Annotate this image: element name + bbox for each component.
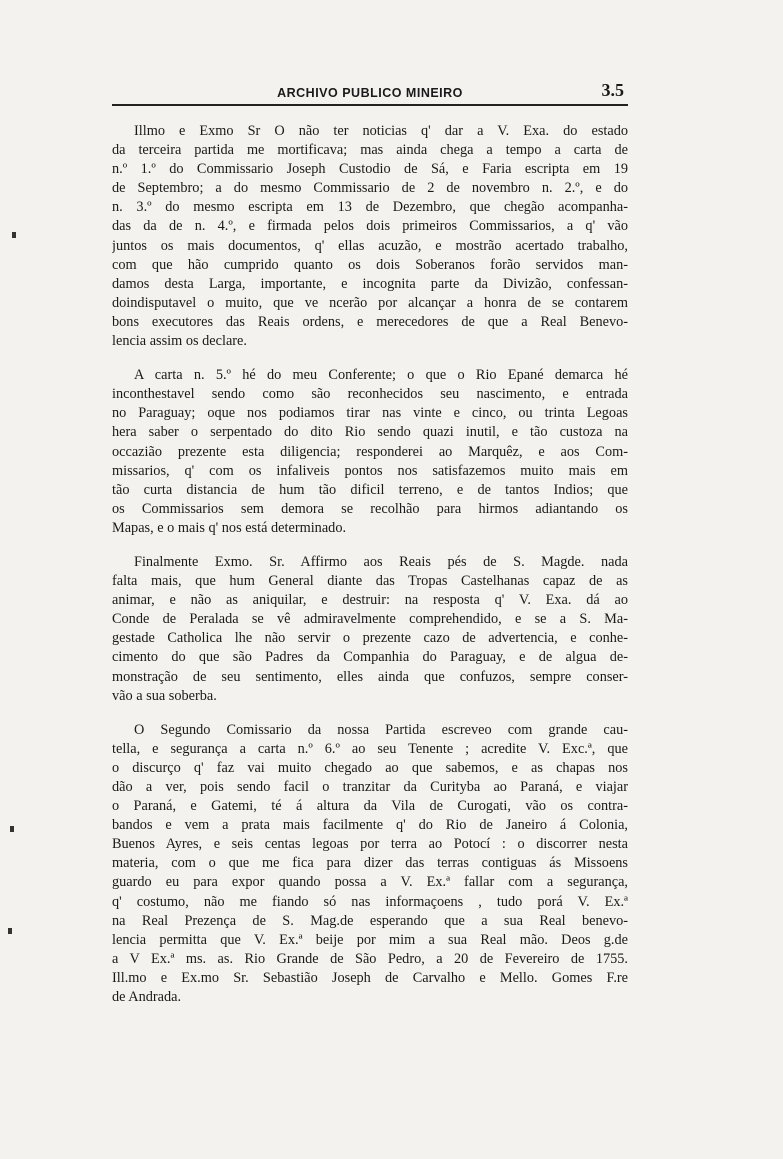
- text-line: O Segundo Comissario da nossa Partida escreveo com grande cau-: [134, 721, 628, 738]
- text-line: occazião prezente esta diligencia; responderei ao Marquêz, e aos Com-: [112, 443, 628, 460]
- text-line: damos desta Larga, importante, e incognita parte da Divizão, confessan-: [112, 275, 628, 292]
- text-line: tella, e segurança a carta n.º 6.º ao seu Tenente ; acredite V. Exc.ª, que: [112, 740, 628, 757]
- text-line: de Septembro; a do mesmo Commissario de 2 de novembro n. 2.º, e do: [112, 180, 628, 197]
- running-title: ARCHIVO PUBLICO MINEIRO: [277, 86, 463, 100]
- page-number: 3.5: [601, 80, 624, 100]
- text-line: vão a sua soberba.: [112, 687, 217, 704]
- text-line: doindisputavel o muito, que ve ncerão por alcançar a honra de se contarem: [112, 294, 628, 311]
- text-line: da terceira partida me mortificava; mas ainda chega a tempo a carta de: [112, 142, 628, 159]
- text-line: hera saber o serpentado do dito Rio sendo quazi inutil, e tão custoza na: [112, 424, 628, 441]
- text-line: dão a ver, pois sendo facil o tranzitar da Curityba ao Paraná, e viajar: [112, 779, 628, 795]
- text-line: na Real Prezença de S. Mag.de esperando que a sua Real benevo-: [112, 912, 628, 929]
- text-line: A carta n. 5.º hé do meu Conferente; o que o Rio Epané demarca hé: [134, 367, 628, 384]
- paragraph: [112, 366, 628, 538]
- letter-body: [112, 122, 628, 1022]
- text-line: Buenos Ayres, e seis centas legoas por terra ao Potocí : o discorrer nesta: [112, 836, 628, 853]
- text-line: missarios, q' com os infaliveis pontos nos satisfazemos muito mais em: [112, 462, 628, 479]
- text-line: das da de n. 4.º, e firmada pelos dois primeiros Commissarios, a q' vão: [112, 218, 628, 235]
- margin-speck: [8, 928, 12, 934]
- text-line: com que hão cumprido quanto os dois Soberanos forão servidos man-: [112, 256, 628, 273]
- text-line: Ill.mo e Ex.mo Sr. Sebastião Joseph de Carvalho e Mello. Gomes F.re: [112, 969, 628, 986]
- text-line: no Paraguay; oque nos podiamos tirar nas vinte e cinco, ou trinta Legoas: [112, 405, 628, 422]
- text-line: monstração de seu sentimento, elles ainda que confuzos, sempre conser-: [112, 668, 628, 685]
- text-line: falta mais, que hum General diante das Tropas Castelhanas capaz de as: [112, 573, 628, 590]
- text-line: inconthestavel sendo como são reconhecidos seu nascimento, e entrada: [112, 386, 628, 403]
- text-line: o Paraná, e Gatemi, té á altura da Vila de Curogati, vão os contra-: [112, 798, 628, 815]
- paragraph: [112, 553, 628, 706]
- text-line: os Commissarios sem demora se recolhão para hirmos adiantando os: [112, 500, 628, 517]
- running-head: [112, 80, 628, 108]
- text-line: q' costumo, não me fiando só nas informaçoens , tudo porá V. Ex.ª: [112, 893, 628, 910]
- text-line: bandos e vem a prata mais facilmente q' do Rio de Janeiro á Colonia,: [112, 817, 628, 834]
- text-line: n. 3.º do mesmo escripta em 13 de Dezembro, que chegão acompanha-: [112, 199, 628, 216]
- text-line: bons executores das Reais ordens, e merecedores de que a Real Benevo-: [112, 313, 628, 330]
- text-line: o discurço q' faz vai muito chegado ao que sabemos, e as chapas nos: [112, 759, 628, 776]
- text-line: materia, com o que me fica para dizer das terras contiguas ás Missoens: [112, 855, 628, 872]
- text-line: juntos os mais documentos, q' ellas acuzão, e mostrão acertado trabalho,: [112, 237, 628, 254]
- text-line: lencia permitta que V. Ex.ª beije por mim a sua Real mão. Deos g.de: [112, 931, 628, 948]
- header-rule: [112, 104, 628, 106]
- paragraph: [112, 721, 628, 1007]
- text-line: de Andrada.: [112, 989, 182, 1006]
- text-line: n.º 1.º do Commissario Joseph Custodio de Sá, e Faria escripta em 19: [112, 161, 628, 178]
- text-line: a V Ex.ª ms. as. Rio Grande de São Pedro, a 20 de Fevereiro de 1755.: [112, 950, 628, 967]
- text-line: lencia assim os declare.: [112, 333, 247, 350]
- text-line: Finalmente Exmo. Sr. Affirmo aos Reais pés de S. Magde. nada: [134, 553, 628, 570]
- text-line: Mapas, e o mais q' nos está determinado.: [112, 519, 347, 536]
- text-line: gestade Catholica lhe não servir o prezente cazo de advertencia, e conhe-: [112, 630, 628, 647]
- text-line: Illmo e Exmo Sr O não ter noticias q' dar a V. Exa. do estado: [134, 123, 628, 139]
- margin-speck: [12, 232, 16, 238]
- text-line: tão curta distancia de hum tão dificil terreno, e de tantos Indios; que: [112, 481, 628, 498]
- text-line: guardo eu para expor quando possa a V. Ex.ª fallar com a segurança,: [112, 874, 628, 891]
- text-line: Conde de Peralada se vê admiravelmente comprehendido, e se a S. Ma-: [112, 611, 628, 628]
- text-line: animar, e não as aniquilar, e destruir: na resposta q' V. Exa. dá ao: [112, 592, 628, 609]
- paragraph: [112, 122, 628, 351]
- margin-speck: [10, 826, 14, 832]
- text-line: cimento do que são Padres da Companhia do Paraguay, e de algua de-: [112, 649, 628, 666]
